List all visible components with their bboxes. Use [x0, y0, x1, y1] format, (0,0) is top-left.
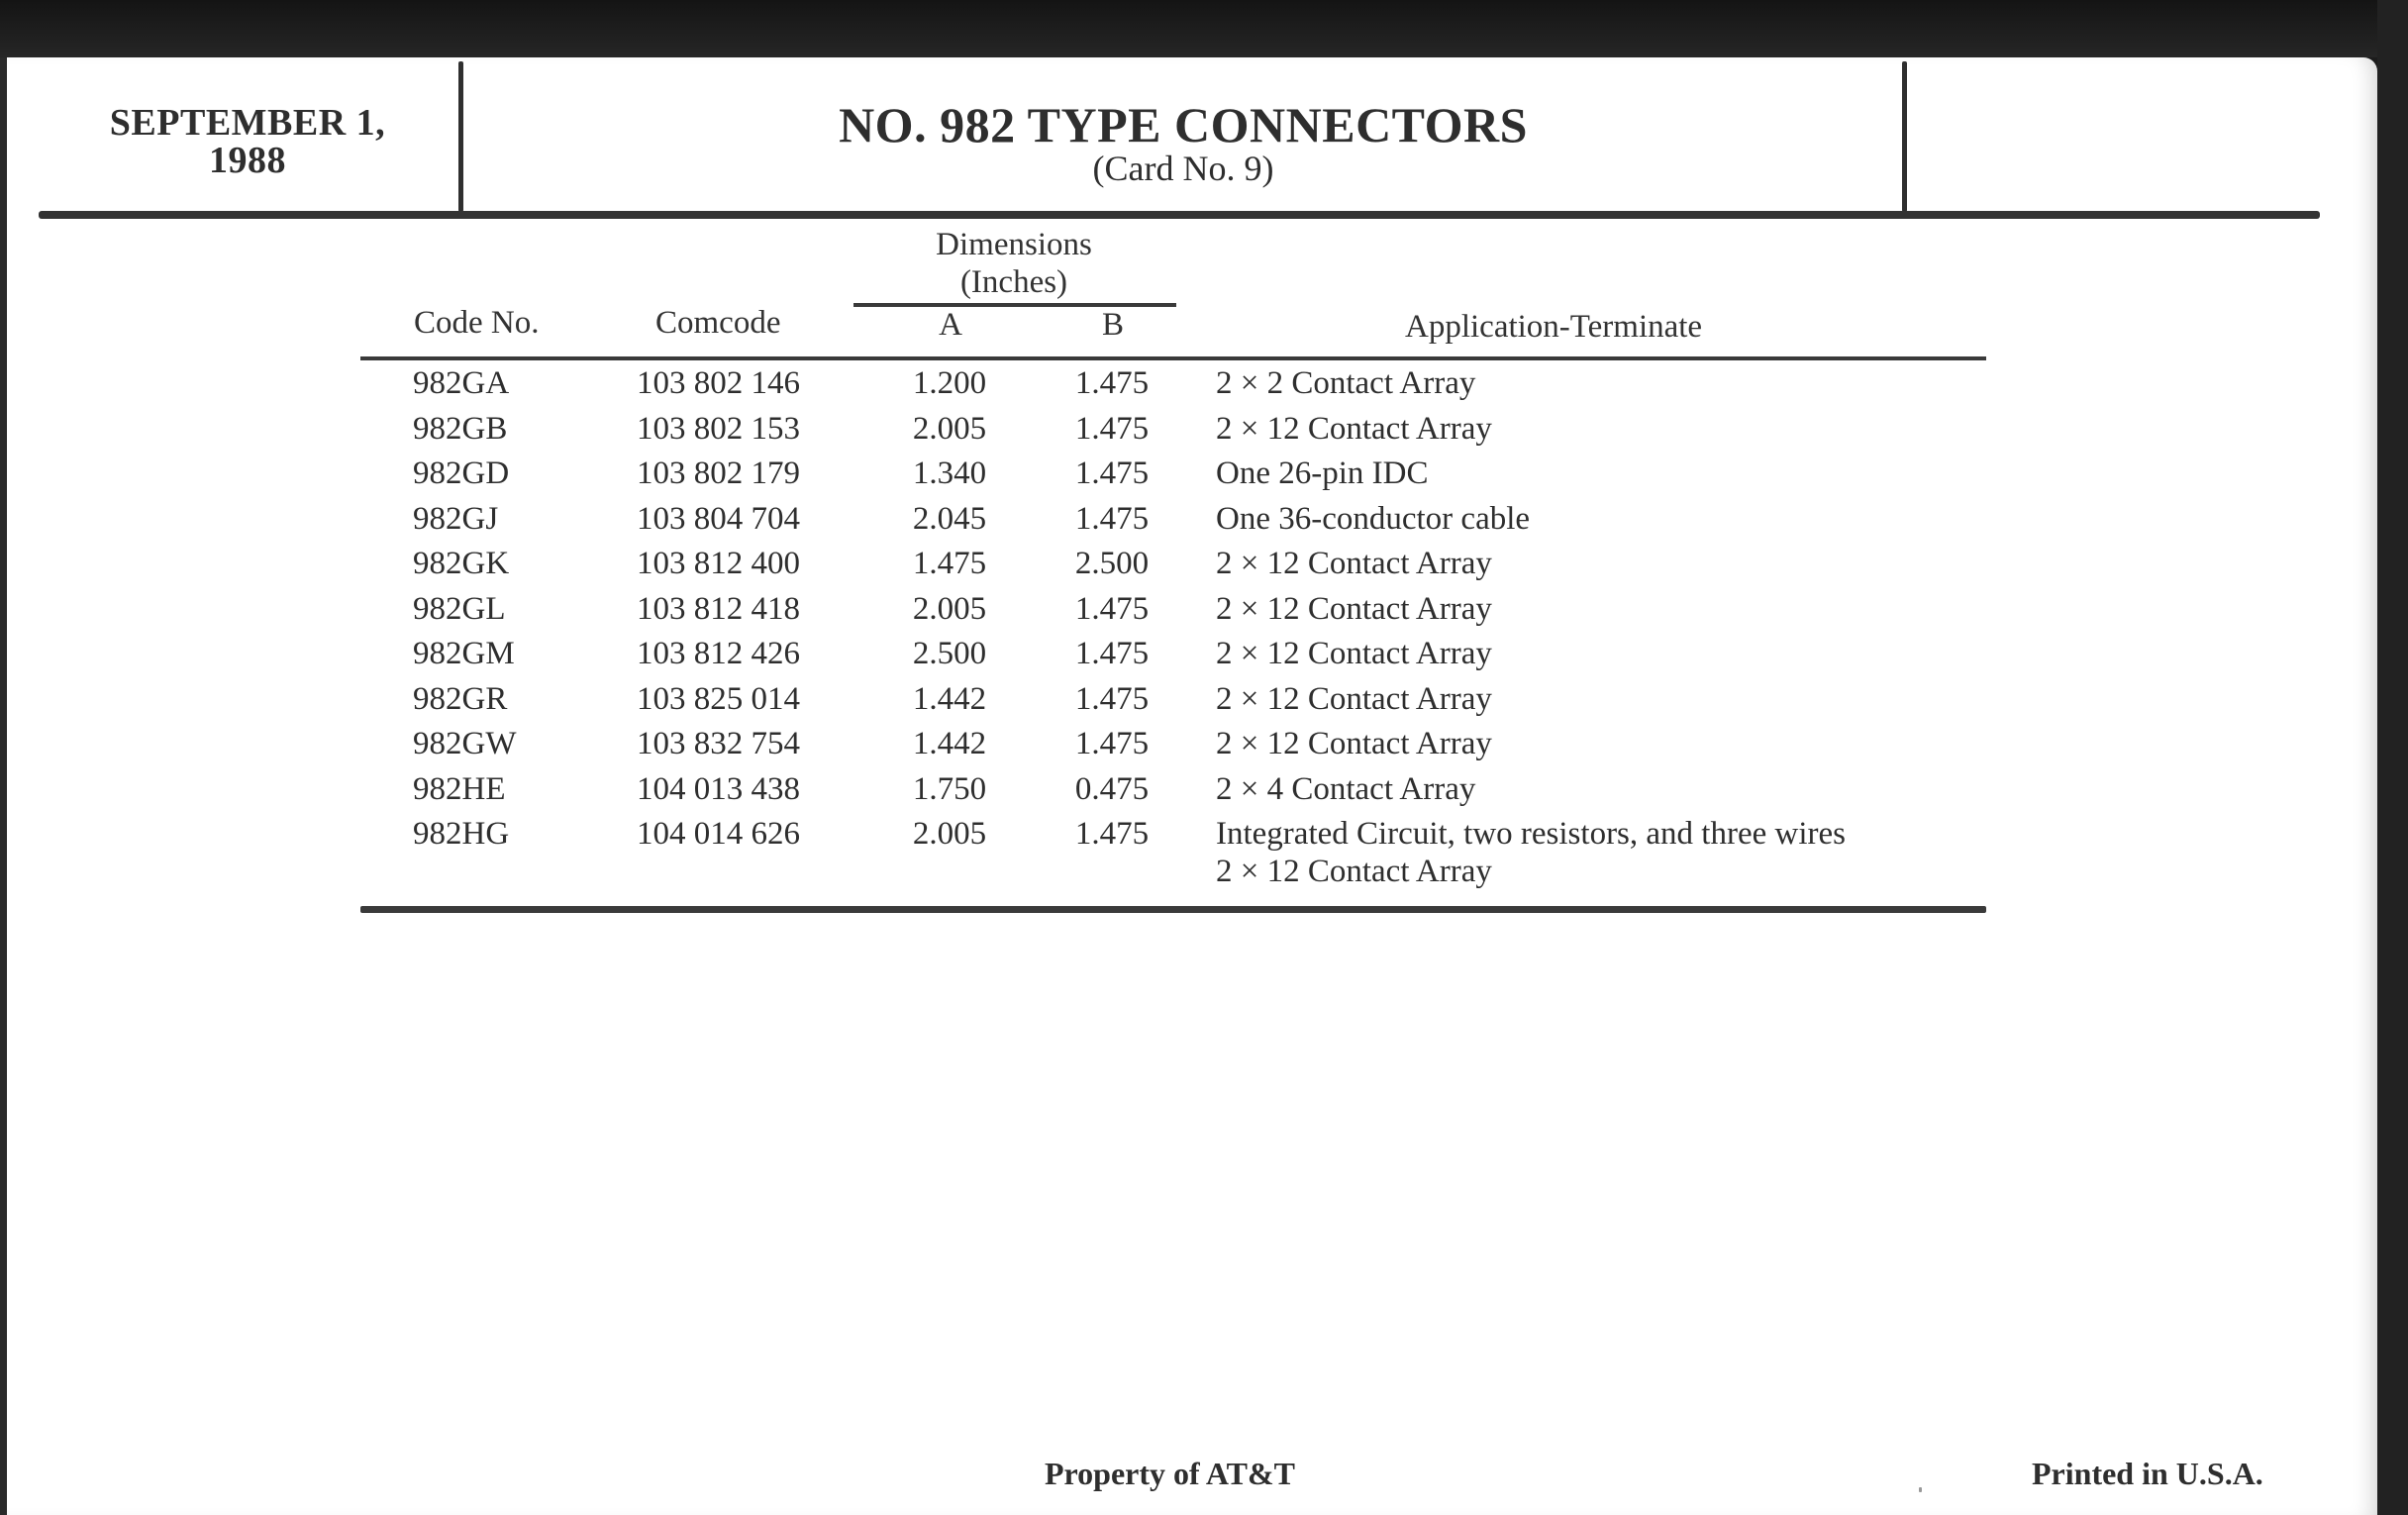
cell-application-line: Integrated Circuit, two resistors, and three wires: [1216, 816, 1846, 852]
footer-property: Property of AT&T: [1045, 1456, 1295, 1491]
cell-application: [1216, 770, 1475, 808]
table-row: [360, 542, 1986, 587]
cell-code-no: 982GJ: [413, 500, 499, 537]
table-row: [360, 497, 1986, 543]
cell-application-line: 2 × 12 Contact Array: [1216, 546, 1492, 581]
cell-application-line: 2 × 12 Contact Array: [1216, 680, 1492, 717]
page-subtitle: (Card No. 9): [1092, 149, 1274, 188]
cell-application: [1216, 590, 1492, 628]
table-bottom-rule: [360, 906, 1986, 913]
cell-code-no: 982GW: [413, 726, 517, 761]
cell-application: [1216, 364, 1475, 402]
column-header-dim-a: A: [939, 307, 962, 343]
cell-dim-b: 1.475: [1074, 726, 1150, 761]
cell-dim-a: 1.340: [912, 455, 987, 491]
cell-dim-a: 1.442: [912, 680, 987, 717]
column-group-dimensions-line2: (Inches): [959, 264, 1068, 300]
table-row: [360, 677, 1986, 723]
cell-dim-a: 1.200: [912, 365, 987, 401]
cell-code-no: 982GL: [413, 590, 506, 627]
cell-application: [1216, 410, 1492, 448]
scan-border-right: [2377, 0, 2408, 1515]
cell-application-line: 2 × 12 Contact Array: [1216, 410, 1492, 447]
table-row: [360, 767, 1986, 813]
cell-dim-a: 2.045: [912, 500, 987, 537]
cell-code-no: 982GB: [413, 410, 508, 447]
cell-dim-b: 1.475: [1074, 680, 1150, 717]
cell-application: [1216, 545, 1492, 582]
cell-code-no: 982GK: [413, 546, 510, 581]
table-row: [360, 722, 1986, 767]
page-title: NO. 982 TYPE CONNECTORS: [839, 97, 1528, 152]
cell-dim-b: 2.500: [1074, 546, 1150, 581]
cell-code-no: 982HG: [413, 816, 510, 852]
cell-comcode: 103 825 014: [637, 680, 800, 717]
table-row: [360, 587, 1986, 633]
header-divider-left: [458, 61, 463, 212]
cell-comcode: 104 013 438: [637, 770, 800, 807]
cell-dim-a: 2.500: [912, 636, 987, 671]
cell-dim-b: 1.475: [1074, 636, 1150, 671]
scan-border-left: [0, 57, 7, 1515]
cell-comcode: 103 812 400: [637, 546, 800, 581]
cell-code-no: 982HE: [413, 770, 506, 807]
cell-dim-a: 1.442: [912, 726, 987, 761]
header-rule: [39, 211, 2320, 219]
table-row: [360, 407, 1986, 453]
cell-application-line: 2 × 12 Contact Array: [1216, 590, 1492, 627]
scan-border-top: [0, 0, 2408, 57]
cell-dim-b: 1.475: [1074, 500, 1150, 537]
cell-application-line: 2 × 12 Contact Array: [1216, 726, 1492, 761]
cell-application-line: 2 × 4 Contact Array: [1216, 770, 1476, 807]
header-divider-right: [1902, 61, 1907, 212]
cell-application: [1216, 635, 1492, 672]
card-date-line2: 1988: [209, 140, 286, 181]
cell-application-line: 2 × 2 Contact Array: [1216, 365, 1476, 401]
cell-dim-b: 1.475: [1074, 816, 1150, 852]
cell-comcode: 103 812 418: [637, 590, 800, 627]
cell-dim-a: 1.750: [912, 770, 987, 807]
cell-application-line: One 26-pin IDC: [1216, 455, 1429, 491]
column-header-comcode: Comcode: [655, 305, 781, 341]
cell-dim-b: 1.475: [1074, 590, 1150, 627]
table-row: [360, 632, 1986, 677]
cell-code-no: 982GM: [413, 636, 515, 671]
cell-comcode: 103 804 704: [637, 500, 800, 537]
column-group-dimensions-line1: Dimensions: [936, 227, 1092, 262]
cell-comcode: 103 812 426: [637, 636, 800, 671]
cell-comcode: 103 832 754: [637, 726, 800, 761]
cell-application: [1216, 815, 1846, 890]
table-row: [360, 452, 1986, 497]
cell-dim-b: 1.475: [1074, 365, 1150, 401]
cell-dim-b: 1.475: [1074, 410, 1150, 447]
table-header-rule: [360, 356, 1986, 360]
cell-application: [1216, 500, 1530, 538]
cell-comcode: 104 014 626: [637, 816, 800, 852]
cell-dim-a: 2.005: [912, 410, 987, 447]
cell-dim-a: 1.475: [912, 546, 987, 581]
cell-dim-a: 2.005: [912, 816, 987, 852]
cell-comcode: 103 802 146: [637, 365, 800, 401]
cell-application-line: 2 × 12 Contact Array: [1216, 636, 1492, 671]
cell-dim-a: 2.005: [912, 590, 987, 627]
cell-dim-b: 1.475: [1074, 455, 1150, 491]
cell-dim-b: 0.475: [1074, 770, 1150, 807]
table-row: [360, 361, 1986, 407]
cell-comcode: 103 802 153: [637, 410, 800, 447]
card-date-line1: SEPTEMBER 1,: [109, 102, 386, 144]
cell-application: [1216, 725, 1492, 762]
column-header-dim-b: B: [1101, 307, 1124, 343]
cell-code-no: 982GR: [413, 680, 508, 717]
cell-application: [1216, 454, 1428, 492]
table-row: [360, 812, 1986, 899]
column-header-code-no: Code No.: [414, 305, 540, 341]
card-date: [59, 104, 436, 179]
cell-code-no: 982GA: [413, 365, 510, 401]
footer-printed: Printed in U.S.A.: [2032, 1456, 2263, 1491]
cell-application: [1216, 680, 1492, 718]
scan-speck: [1919, 1487, 1922, 1492]
cell-application-line: One 36-conductor cable: [1216, 500, 1531, 537]
table-body: [360, 361, 1986, 899]
column-group-dimensions: [855, 226, 1172, 301]
cell-code-no: 982GD: [413, 455, 510, 491]
cell-comcode: 103 802 179: [637, 455, 800, 491]
cell-application-line: 2 × 12 Contact Array: [1216, 854, 1492, 889]
column-header-application: Application-Terminate: [1405, 309, 1703, 345]
